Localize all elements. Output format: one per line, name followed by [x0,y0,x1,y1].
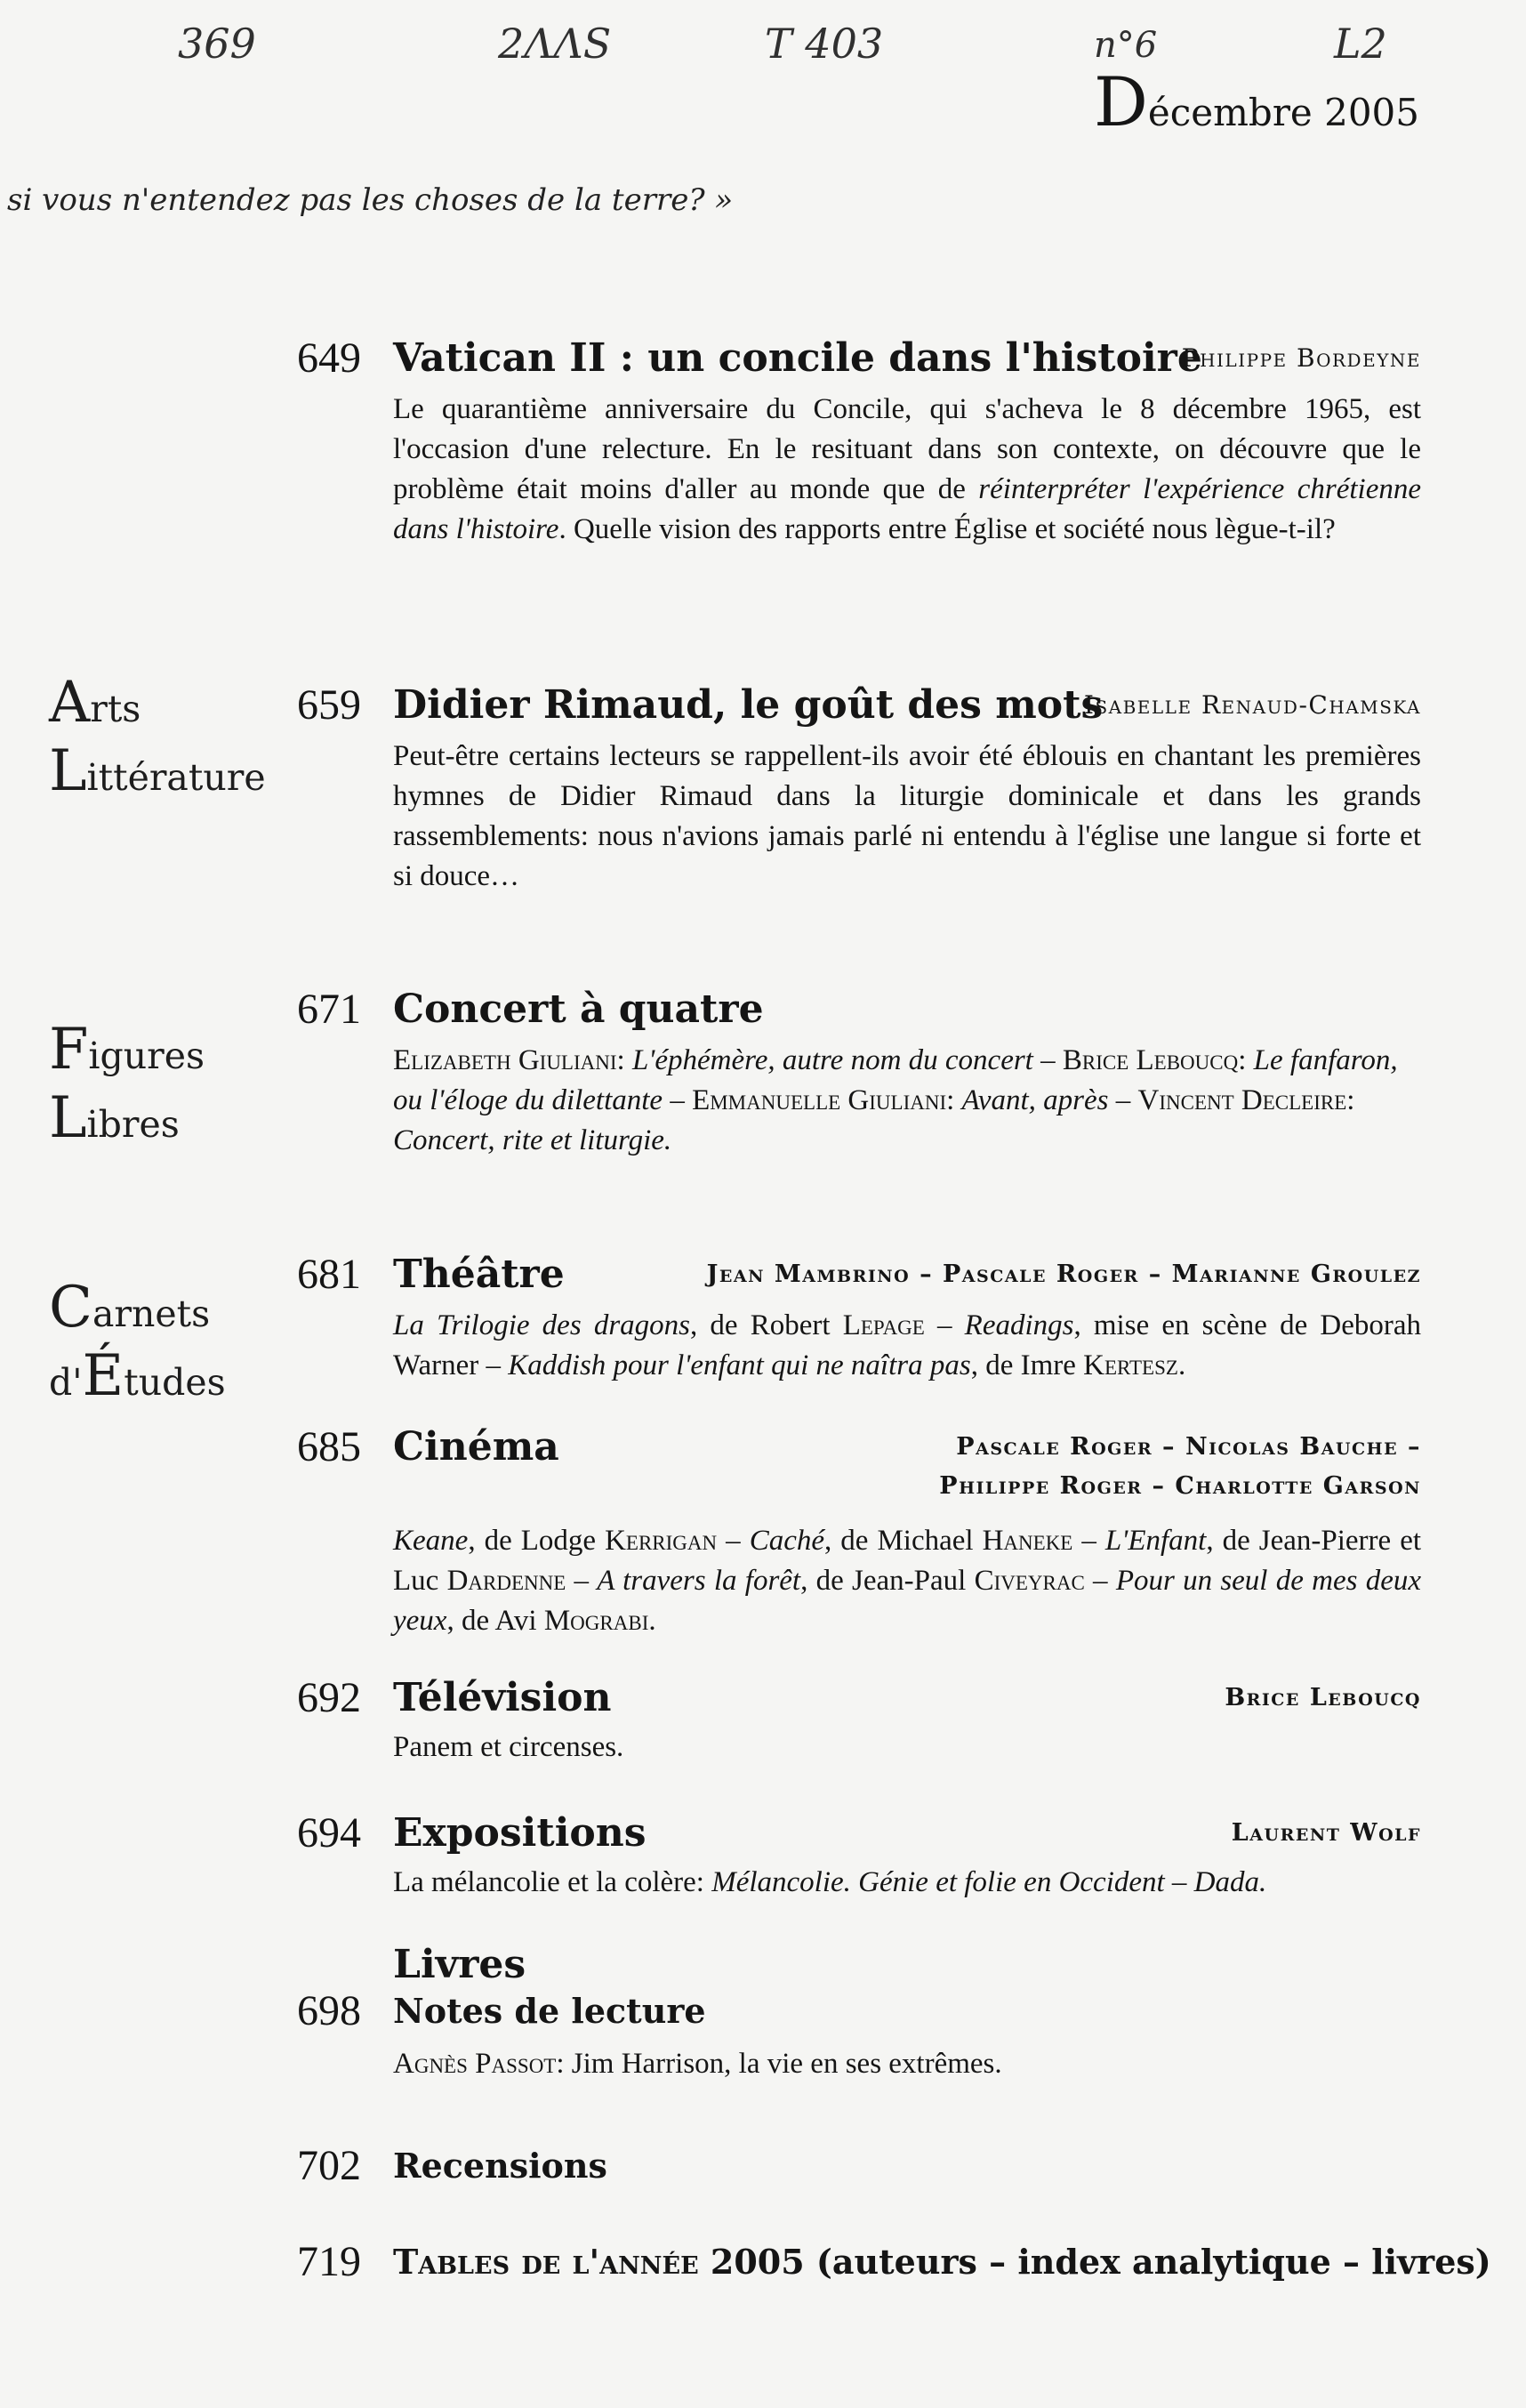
page-number: 719 [297,2238,361,2285]
page-number: 681 [297,1251,361,1298]
entry-title: Théâtre [393,1252,565,1297]
section-label-carnets-etudes: Carnets d'Études [49,1275,226,1409]
entry-author: Laurent Wolf [1231,1819,1421,1847]
entry-author: Isabelle Renaud-Chamska [1083,690,1421,720]
entry-description: La Trilogie des dragons, de Robert Lepage – Readings, mise en scène de Deborah Warner – Kaddish pour l'enfant qui ne naîtra pas, de Imre Kertesz. [393,1309,1422,1381]
page-number: 702 [297,2142,361,2189]
entry-description: Peut-être certains lecteurs se rappellent-ils avoir été éblouis en chantant les premières hymnes de Didier Rimaud dans la liturgie dominicale et dans les grands rassemblements: nous n'avions jamais parlé ni entendu à l'église une langue si forte et si douce… [393,740,1421,892]
epigraph: si vous n'entendez pas les choses de la terre? » [7,182,734,218]
page-number: 671 [297,986,361,1033]
entry-title: Télévision [393,1675,612,1720]
entry-author: Jean Mambrino – Pascale Roger – Marianne Groulez [706,1260,1421,1288]
entry-description: La mélancolie et la colère: Mélancolie. Génie et folie en Occident – Dada. [393,1866,1267,1898]
page-number: 649 [297,334,361,382]
page-number: 692 [297,1674,361,1721]
entry-description: Elizabeth Giuliani: L'éphémère, autre nom du concert – Brice Leboucq: Le fanfaron, ou l'éloge du dilettante – Emmanuelle Giuliani: Avant, après – Vincent Decleire: Concert, rite et liturgie. [393,1044,1398,1156]
page-number: 659 [297,681,361,729]
handwritten-annotation: 369 [178,20,256,68]
entry-description: Le quarantième anniversaire du Concile, qui s'acheva le 8 décembre 1965, est l'occasion d'une relecture. En le resituant dans son contexte, on découvre que le problème était moins d'aller au monde que de réinterpréter l'expérience chrétienne dans l'histoire. Quelle vision des rapports entre Église et société nous lègue-t-il? [393,393,1421,545]
handwritten-annotation: T 403 [765,20,884,68]
entry-title: Cinéma [393,1424,559,1470]
entry-author: Brice Leboucq [1225,1684,1421,1711]
entry-title: Expositions [393,1810,647,1856]
section-label-figures-libres: Figures Libres [49,1017,205,1151]
page-number: 694 [297,1809,361,1856]
handwritten-annotation: n°6 [1094,25,1158,66]
entry-title: Didier Rimaud, le goût des mots [393,682,1104,728]
handwritten-annotation: L2 [1334,20,1387,68]
entry-author: Philippe Roger – Charlotte Garson [939,1472,1421,1500]
section-label-arts-litterature: Arts Littérature [49,670,266,804]
issue-date: Décembre 2005 [1093,62,1419,141]
entry-description: Keane, de Lodge Kerrigan – Caché, de Michael Haneke – L'Enfant, de Jean-Pierre et Luc Dardenne – A travers la forêt, de Jean-Paul Civeyrac – Pour un seul de mes deux yeux, de Avi Mograbi. [393,1525,1422,1637]
entry-title: Notes de lecture [393,1991,706,2031]
page-number: 698 [297,1987,361,2034]
entry-author: Philippe Bordeyne [1181,343,1421,373]
entry-description: Agnès Passot: Jim Harrison, la vie en ses extrêmes. [393,2048,1002,2080]
entry-author: Pascale Roger – Nicolas Bauche – [956,1433,1421,1461]
entry-title: Tables de l'année 2005 (auteurs – index analytique – livres) [393,2242,1491,2282]
page-number: 685 [297,1423,361,1470]
entry-title: Vatican II : un concile dans l'histoire [393,335,1202,381]
entry-description: Panem et circenses. [393,1731,624,1763]
entry-title: Concert à quatre [393,987,764,1032]
handwritten-annotation: 2ΛΛS [498,20,612,68]
entry-title: Recensions [393,2146,607,2186]
section-heading-livres: Livres [393,1942,526,1987]
